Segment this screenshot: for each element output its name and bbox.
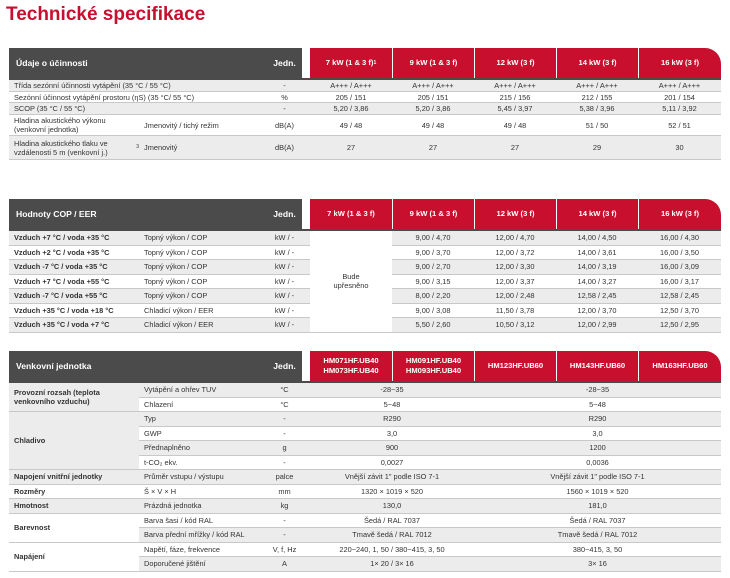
row-sublabel: Průměr vstupu / výstupu	[144, 472, 224, 482]
row-sublabel: Přednaplněno	[144, 443, 191, 453]
cell-value: 29	[592, 143, 602, 152]
group-label: Barevnost	[9, 514, 139, 543]
row-label: Vzduch -7 °C / voda +35 °C	[14, 262, 108, 272]
table-row	[9, 103, 721, 115]
cell-value: 12,00 / 2,48	[495, 291, 535, 301]
cell-value: 9,00 / 3,15	[415, 276, 451, 286]
cell-value: 5,50 / 2,60	[415, 320, 451, 330]
model-header: 7 kW (1 & 3 f) 1	[325, 58, 377, 67]
cell-value: 5,20 / 3,86	[333, 104, 369, 113]
model-header: 14 kW (3 f)	[556, 48, 638, 78]
cell-value: 9,00 / 3,08	[415, 305, 451, 315]
row-label: Vzduch +35 °C / voda +7 °C	[14, 320, 110, 330]
cell-value: 27	[428, 143, 438, 152]
cell-value: 16,00 / 3,09	[659, 262, 700, 272]
row-unit: kW / -	[274, 262, 295, 272]
cell-value: 12,00 / 3,30	[495, 262, 535, 272]
row-unit: dB(A)	[275, 143, 294, 152]
cop-table	[9, 229, 721, 331]
row-unit: palce	[275, 472, 294, 482]
row-unit: dB(A)	[275, 120, 294, 130]
cell-value: 49 / 48	[503, 120, 527, 130]
cell-value: 10,50 / 3,12	[495, 320, 535, 330]
row-unit: V, f, Hz	[272, 544, 297, 554]
row-unit: -	[283, 104, 286, 113]
cell-value: 51 / 50	[585, 120, 609, 130]
table-row	[9, 115, 721, 136]
cell-value: 49 / 48	[421, 120, 445, 130]
row-sublabel: GWP	[144, 428, 162, 438]
cell-value: 14,00 / 4,50	[577, 233, 617, 243]
cell-value: Šedá / RAL 7037	[363, 515, 421, 525]
row-sublabel: Topný výkon / COP	[144, 247, 208, 257]
cell-value: 215 / 156	[499, 92, 531, 102]
row-unit: -	[283, 530, 286, 540]
model-header: 16 kW (3 f)	[638, 48, 721, 78]
efficiency-header	[9, 48, 721, 78]
cell-value: 130,0	[382, 501, 402, 511]
cell-value: 9,00 / 3,70	[415, 247, 451, 257]
row-unit: kW / -	[274, 305, 295, 315]
outdoor-section	[9, 351, 721, 570]
cell-value: A+++ / A+++	[330, 81, 372, 90]
row-unit: -	[283, 414, 286, 424]
model-header: 16 kW (3 f)	[638, 199, 721, 229]
cell-value: Vnější závit 1" podle ISO 7-1	[344, 472, 440, 482]
row-sublabel: Barva šasi / kód RAL	[144, 515, 214, 525]
unit-header: Jedn.	[273, 361, 296, 371]
row-label: Vzduch -7 °C / voda +55 °C	[14, 291, 108, 301]
cell-value: 5~48	[383, 399, 401, 409]
table-row	[9, 92, 721, 103]
cell-value: 9,00 / 4,70	[415, 233, 451, 243]
row-sublabel: Š × V × H	[144, 486, 177, 496]
row-unit: g	[282, 443, 287, 453]
row-sublabel: Jmenovitý / tichý režim	[144, 120, 219, 130]
cell-value: 181,0	[588, 501, 607, 511]
row-unit: kg	[280, 501, 289, 511]
table-row	[9, 136, 721, 160]
cell-value: 12,58 / 2,45	[577, 291, 617, 301]
cop-section	[9, 199, 721, 331]
cell-value: 0,0036	[586, 457, 609, 467]
row-unit: kW / -	[274, 276, 295, 286]
group-label: Chladivo	[9, 412, 139, 470]
efficiency-section	[9, 48, 721, 160]
row-label: Hladina akustického výkonu (venkovní jednotka)	[14, 116, 106, 134]
model-header: 14 kW (3 f)	[556, 199, 638, 229]
cell-value: 27	[510, 143, 520, 152]
row-sublabel: Topný výkon / COP	[144, 262, 208, 272]
cell-value: 14,00 / 3,61	[577, 247, 617, 257]
cell-value: 205 / 151	[417, 92, 449, 102]
cell-value: 14,00 / 3,19	[577, 262, 617, 272]
cell-value: 52 / 51	[668, 120, 691, 130]
outdoor-header-title: Venkovní jednotka	[16, 361, 92, 371]
cell-value: 5,20 / 3,86	[415, 104, 451, 113]
model-header: 12 kW (3 f)	[474, 199, 556, 229]
cell-value: 27	[346, 143, 356, 152]
row-sublabel: Topný výkon / COP	[144, 291, 208, 301]
outdoor-header	[9, 351, 721, 381]
row-label: Vzduch +7 °C / voda +55 °C	[14, 276, 110, 286]
cell-value: 5,11 / 3,92	[662, 104, 697, 113]
row-sublabel: t-CO₂ ekv.	[144, 457, 178, 467]
cell-value: 49 / 48	[339, 120, 363, 130]
row-label: Vzduch +2 °C / voda +35 °C	[14, 247, 110, 257]
row-unit: -	[283, 515, 286, 525]
cell-value: 30	[675, 143, 684, 152]
row-label: Vzduch +7 °C / voda +35 °C	[14, 233, 110, 243]
outdoor-table	[9, 381, 721, 570]
cell-value: 5~48	[589, 399, 606, 409]
group-label: Napojení vnitřní jednotky	[9, 470, 139, 485]
cell-value: -28~35	[585, 385, 610, 395]
row-unit: kW / -	[274, 233, 295, 243]
model-header: HM091HF.UB40 HM093HF.UB40	[392, 351, 474, 381]
row-sublabel: Typ	[144, 414, 156, 424]
cell-value: 220~240, 1, 50 / 380~415, 3, 50	[339, 544, 445, 554]
cop-header	[9, 199, 721, 229]
row-label: Sezónní účinnost vytápění prostoru (ηS) (35 °C/ 55 °C)	[14, 92, 195, 102]
pending-note: Bude upřesněno	[310, 231, 392, 333]
cell-value: 5,45 / 3,97	[497, 104, 533, 113]
cell-value: 16,00 / 3,17	[659, 276, 700, 286]
row-label: Třída sezónní účinnosti vytápění (35 °C / 55 °C)	[14, 81, 171, 90]
row-unit: A	[282, 559, 287, 569]
cell-value: 12,58 / 2,45	[659, 291, 700, 301]
cell-value: Tmavě šedá / RAL 7012	[557, 530, 638, 540]
cell-value: R290	[383, 414, 401, 424]
cell-value: 1560 × 1019 × 520	[566, 486, 629, 496]
cell-value: Tmavě šedá / RAL 7012	[352, 530, 432, 540]
group-label: Rozměry	[9, 485, 139, 500]
cell-value: 1× 20 / 3× 16	[370, 559, 414, 569]
cell-value: 3,0	[592, 428, 603, 438]
cell-value: -28~35	[380, 385, 404, 395]
cell-value: 0,0027	[380, 457, 404, 467]
model-header: 7 kW (1 & 3 f)	[327, 209, 375, 218]
cell-value: A+++ / A+++	[412, 81, 454, 90]
table-row	[9, 80, 721, 92]
cell-value: 212 / 155	[581, 92, 613, 102]
row-sublabel: Napětí, fáze, frekvence	[144, 544, 220, 554]
cell-value: 3,0	[386, 428, 398, 438]
row-unit: -	[283, 457, 286, 467]
row-sublabel: Chladicí výkon / EER	[144, 305, 214, 315]
cell-value: 16,00 / 3,50	[659, 247, 700, 257]
cell-value: A+++ / A+++	[494, 81, 536, 90]
row-unit: °C	[280, 399, 289, 409]
cell-value: 205 / 151	[335, 92, 367, 102]
row-unit: kW / -	[274, 320, 295, 330]
cell-value: A+++ / A+++	[658, 81, 701, 90]
cell-value: 5,38 / 3,96	[579, 104, 615, 113]
page-title: Technické specifikace	[6, 4, 206, 25]
unit-header: Jedn.	[273, 209, 296, 219]
cell-value: 11,50 / 3,78	[495, 305, 535, 315]
cop-header-title: Hodnoty COP / EER	[16, 209, 97, 219]
row-sublabel: Chlazení	[144, 399, 174, 409]
model-header: HM143HF.UB60	[556, 351, 638, 381]
efficiency-table	[9, 78, 721, 160]
row-unit: kW / -	[274, 247, 295, 257]
row-unit: -	[283, 81, 286, 90]
cell-value: 9,00 / 2,70	[415, 262, 451, 272]
unit-header: Jedn.	[273, 58, 296, 68]
group-label: Hmotnost	[9, 499, 139, 514]
cell-value: 14,00 / 3,27	[577, 276, 617, 286]
row-sublabel: Doporučené jištění	[144, 559, 206, 569]
cell-value: 12,00 / 2,99	[577, 320, 617, 330]
model-header: HM123HF.UB60	[474, 351, 556, 381]
cell-value: 12,50 / 2,95	[659, 320, 700, 330]
cell-value: 900	[385, 443, 399, 453]
row-sublabel: Prázdná jednotka	[144, 501, 202, 511]
cell-value: 8,00 / 2,20	[415, 291, 451, 301]
cell-value: A+++ / A+++	[576, 81, 618, 90]
cell-value: 1320 × 1019 × 520	[360, 486, 424, 496]
group-label: Napájení	[9, 543, 139, 572]
cell-value: Vnější závit 1" podle ISO 7-1	[550, 472, 645, 482]
cell-value: 12,00 / 3,72	[495, 247, 535, 257]
model-header: HM163HF.UB60	[638, 351, 721, 381]
cell-value: 12,50 / 3,70	[659, 305, 700, 315]
cell-value: Šedá / RAL 7037	[569, 515, 626, 525]
row-label: Hladina akustického tlaku ve vzdálenosti 5 m (venkovní j.) 3	[14, 138, 139, 157]
row-unit: %	[281, 92, 288, 102]
cell-value: 16,00 / 4,30	[659, 233, 700, 243]
row-sublabel: Jmenovitý	[144, 143, 178, 152]
group-label: Provozní rozsah (teplota venkovního vzduchu)	[9, 383, 139, 412]
model-header: HM071HF.UB40 HM073HF.UB40	[323, 356, 379, 375]
row-sublabel: Topný výkon / COP	[144, 233, 208, 243]
cell-value: 12,00 / 4,70	[495, 233, 535, 243]
cell-value: 12,00 / 3,70	[577, 305, 617, 315]
model-header: 9 kW (1 & 3 f)	[392, 48, 474, 78]
cell-value: 201 / 154	[664, 92, 695, 102]
cell-value: 3× 16	[588, 559, 607, 569]
cell-value: 1200	[589, 443, 606, 453]
model-header: 12 kW (3 f)	[474, 48, 556, 78]
row-sublabel: Barva přední mřížky / kód RAL	[144, 530, 245, 540]
efficiency-header-title: Údaje o účinnosti	[16, 58, 88, 68]
row-sublabel: Vytápění a ohřev TUV	[144, 385, 217, 395]
row-unit: kW / -	[274, 291, 295, 301]
row-label: SCOP (35 °C / 55 °C)	[14, 104, 86, 113]
model-header: 9 kW (1 & 3 f)	[392, 199, 474, 229]
row-sublabel: Topný výkon / COP	[144, 276, 208, 286]
cell-value: 12,00 / 3,37	[495, 276, 535, 286]
row-unit: -	[283, 428, 286, 438]
row-label: Vzduch +35 °C / voda +18 °C	[14, 305, 114, 315]
row-sublabel: Chladicí výkon / EER	[144, 320, 214, 330]
row-unit: °C	[280, 385, 289, 395]
cell-value: 380~415, 3, 50	[572, 544, 623, 554]
cell-value: R290	[588, 414, 607, 424]
row-unit: mm	[278, 486, 291, 496]
